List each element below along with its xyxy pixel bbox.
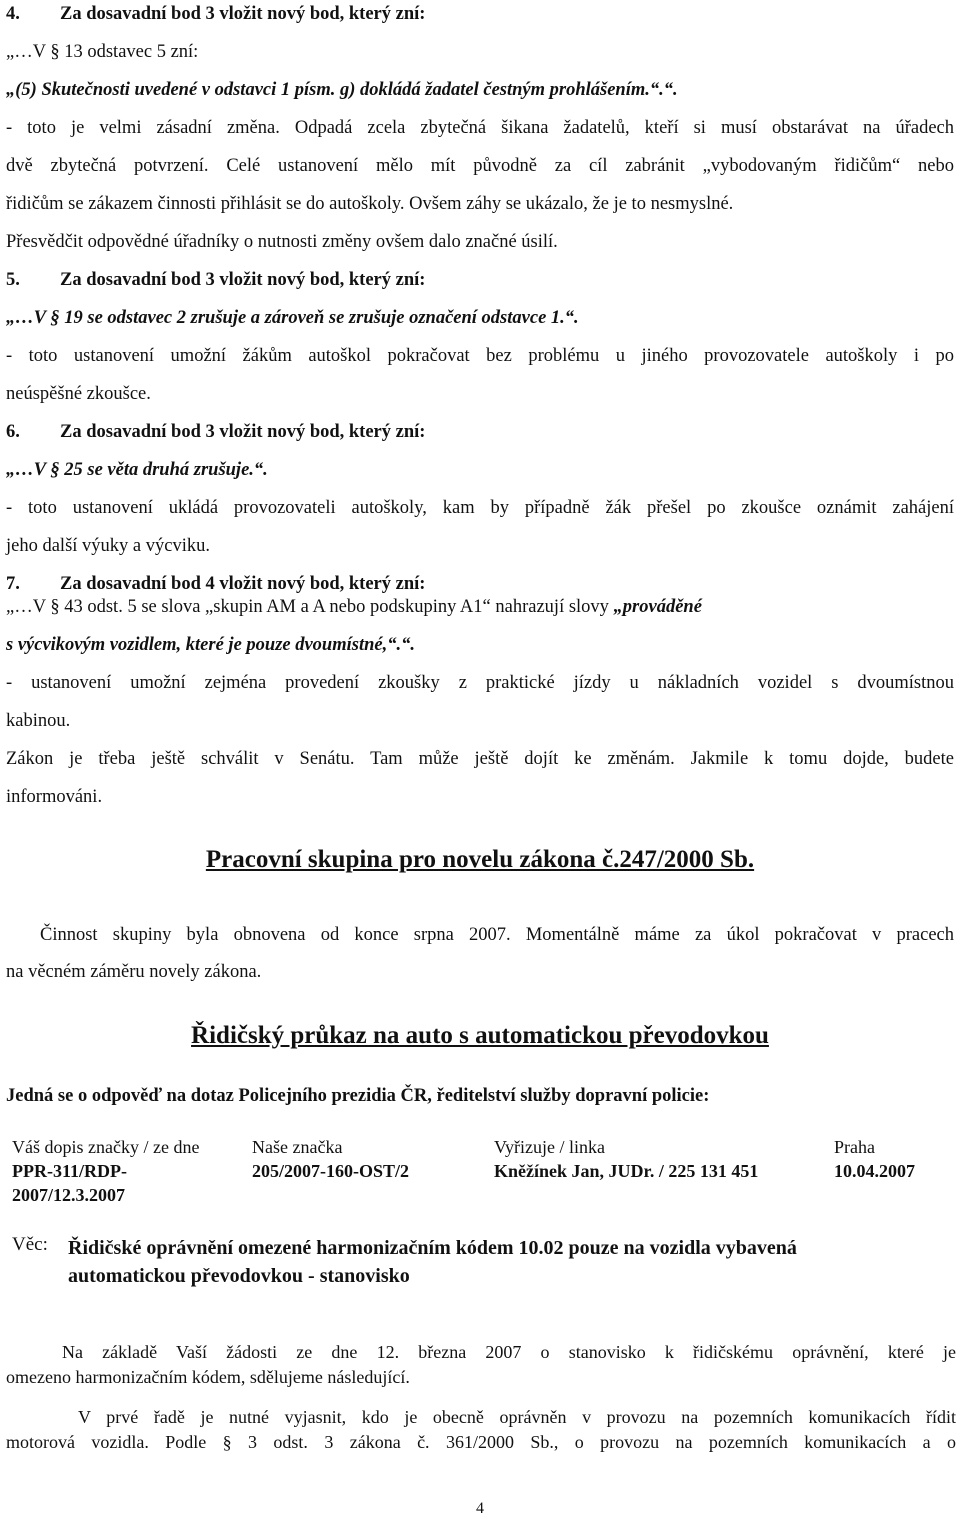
item-heading xyxy=(6,269,425,291)
quoted-line: „…V § 19 se odstavec 2 zrušuje a zároveň se zrušuje označení odstavce 1.“. xyxy=(6,308,579,328)
quoted-text: „…V § 43 odst. 5 se slova „skupin AM a A nebo podskupiny A1“ nahrazují slovy xyxy=(6,597,614,617)
body-line: - toto ustanovení umožní žákům autoškol pokračovat bez problému u jiného provozovatele autoškoly i po xyxy=(6,346,954,366)
item-title: Za dosavadní bod 3 vložit nový bod, který zní: xyxy=(60,270,426,290)
body-line: - toto je velmi zásadní změna. Odpadá zcela zbytečná šikana žadatelů, kteří si musí obstarávat na úřadech xyxy=(6,118,954,138)
ref-label: Vyřizuje / linka xyxy=(494,1137,605,1157)
item-heading xyxy=(6,421,425,443)
item-number: 7. xyxy=(6,574,20,594)
body-line: Zákon je třeba ještě schválit v Senátu. Tam může ještě dojít ke změnám. Jakmile k tomu dojde, budete xyxy=(6,749,954,769)
body-line: dvě zbytečná potvrzení. Celé ustanovení mělo mít původně za cíl zabránit „vybodovaným řidičům“ nebo xyxy=(6,156,954,176)
body-line: informováni. xyxy=(6,787,103,807)
ref-value: Kněžínek Jan, JUDr. / 225 131 451 xyxy=(494,1161,759,1181)
letter-line: Na základě Vaší žádosti ze dne 12. března 2007 o stanovisko k řidičskému oprávnění, které je xyxy=(62,1342,956,1362)
quoted-line: „…V § 13 odstavec 5 zní: xyxy=(6,42,199,62)
item-number: 5. xyxy=(6,270,20,290)
item-title: Za dosavadní bod 3 vložit nový bod, který zní: xyxy=(60,422,426,442)
page-number: 4 xyxy=(476,1500,484,1517)
body-line: Přesvědčit odpovědné úřadníky o nutnosti změny ovšem dalo značné úsilí. xyxy=(6,232,558,252)
letter-line: omezeno harmonizačním kódem, sdělujeme následující. xyxy=(6,1367,410,1387)
subject-title: automatickou převodovkou - stanovisko xyxy=(68,1265,410,1287)
ref-value: 2007/12.3.2007 xyxy=(12,1185,126,1205)
body-line: na věcném záměru novely zákona. xyxy=(6,962,262,982)
body-line: řidičům se zákazem činnosti přihlásit se do autoškoly. Ovšem záhy se ukázalo, že je to nesmyslné. xyxy=(6,194,734,214)
subject-label: Věc: xyxy=(12,1234,48,1255)
section-heading: Pracovní skupina pro novelu zákona č.247/2000 Sb. xyxy=(205,846,755,873)
letter-line: V prvé řadě je nutné vyjasnit, kdo je obecně oprávněn v provozu na pozemních komunikacích řídit xyxy=(78,1407,956,1427)
body-line: - toto ustanovení ukládá provozovateli autoškoly, kam by případně žák přešel po zkoušce oznámit zahájení xyxy=(6,498,954,518)
item-title: Za dosavadní bod 4 vložit nový bod, který zní: xyxy=(60,574,426,594)
ref-label: Váš dopis značky / ze dne xyxy=(12,1137,200,1157)
quoted-line: „…V § 25 se věta druhá zrušuje.“. xyxy=(6,460,268,480)
quoted-line: „(5) Skutečnosti uvedené v odstavci 1 písm. g) dokládá žadatel čestným prohlášením.“.“. xyxy=(6,80,678,100)
quoted-line xyxy=(6,596,702,618)
body-line: neúspěšné zkoušce. xyxy=(6,384,151,404)
body-line: jeho další výuky a výcviku. xyxy=(6,536,210,556)
intro-line: Jedná se o odpověď na dotaz Policejního prezidia ČR, ředitelství služby dopravní policie: xyxy=(6,1086,710,1106)
ref-value: 10.04.2007 xyxy=(834,1161,915,1181)
item-heading xyxy=(6,3,425,25)
ref-label: Naše značka xyxy=(252,1137,343,1157)
quoted-line: s výcvikovým vozidlem, které je pouze dvoumístné,“.“. xyxy=(6,635,415,655)
item-heading xyxy=(6,573,425,595)
ref-label: Praha xyxy=(834,1137,875,1157)
item-number: 4. xyxy=(6,4,20,24)
subject-title: Řidičské oprávnění omezené harmonizačním kódem 10.02 pouze na vozidla vybavená xyxy=(68,1237,797,1259)
ref-value: PPR-311/RDP- xyxy=(12,1161,127,1181)
item-title: Za dosavadní bod 3 vložit nový bod, který zní: xyxy=(60,4,426,24)
section-heading: Řidičský průkaz na auto s automatickou převodovkou xyxy=(191,1022,769,1049)
body-line: Činnost skupiny byla obnovena od konce srpna 2007. Momentálně máme za úkol pokračovat v pracech xyxy=(40,925,954,945)
item-number: 6. xyxy=(6,422,20,442)
ref-value: 205/2007-160-OST/2 xyxy=(252,1161,410,1181)
quoted-emphasis: „prováděné xyxy=(613,597,702,617)
letter-line: motorová vozidla. Podle § 3 odst. 3 zákona č. 361/2000 Sb., o provozu na pozemních komunikacích a o xyxy=(6,1432,956,1452)
body-line: - ustanovení umožní zejména provedení zkoušky z praktické jízdy u nákladních vozidel s dvoumístnou xyxy=(6,673,954,693)
body-line: kabinou. xyxy=(6,711,71,731)
